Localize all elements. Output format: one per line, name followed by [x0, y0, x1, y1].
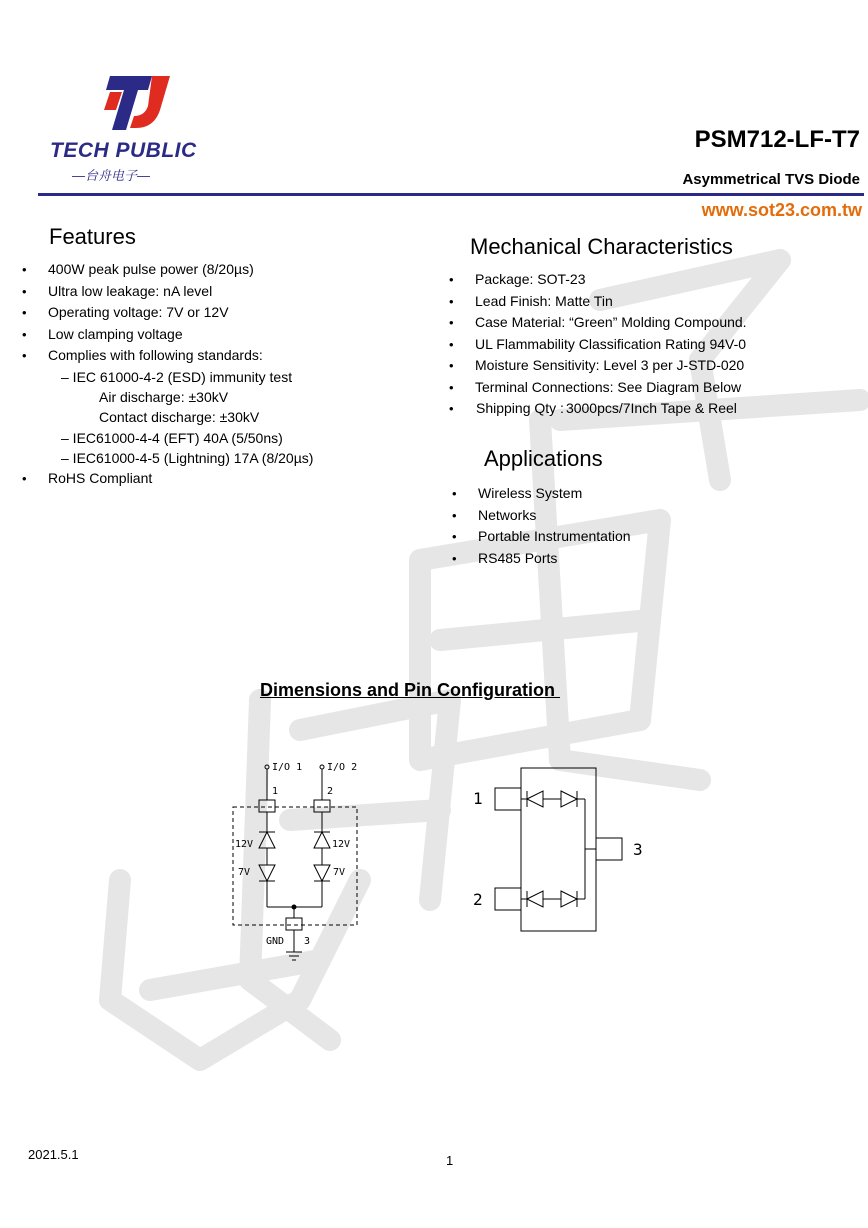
list-item: • Shipping Qty : 3000pcs/7Inch Tape & Reel [449, 400, 737, 416]
package-pin2-label: 2 [473, 890, 483, 909]
part-number: PSM712-LF-T7 [694, 126, 860, 153]
list-item: • Operating voltage: 7V or 12V [22, 304, 229, 320]
standard-item: – IEC61000-4-5 (Lightning) 17A (8/20µs) [61, 450, 314, 466]
pin3-label: 3 [304, 936, 311, 947]
page-number: 1 [446, 1153, 454, 1168]
list-item: • Portable Instrumentation [452, 528, 631, 544]
package-pin3-label: 3 [633, 840, 643, 859]
list-item: • Package: SOT-23 [449, 271, 586, 287]
gnd-label: GND [266, 936, 285, 947]
applications-list [452, 483, 631, 569]
io1-label: I/O 1 [272, 762, 303, 773]
footer-date: 2021.5.1 [28, 1147, 79, 1162]
header-rule [38, 193, 864, 196]
product-subtitle: Asymmetrical TVS Diode [682, 171, 860, 188]
standard-item: – IEC 61000-4-2 (ESD) immunity test [61, 369, 293, 385]
list-item: • Moisture Sensitivity: Level 3 per J-STD-020 [449, 357, 745, 373]
list-item: • 400W peak pulse power (8/20µs) [22, 261, 254, 277]
mechanical-heading: Mechanical Characteristics [470, 234, 733, 259]
list-item: • RS485 Ports [452, 549, 558, 566]
package-outline [465, 760, 655, 940]
list-item: • UL Flammability Classification Rating 94V-0 [449, 335, 747, 352]
standard-item: – IEC61000-4-4 (EFT) 40A (5/50ns) [61, 430, 283, 446]
features-list [22, 259, 263, 367]
website-link[interactable]: www.sot23.com.tw [701, 200, 862, 220]
features-list-rohs [22, 468, 152, 490]
pin1-label: 1 [272, 786, 279, 797]
pin2-label: 2 [327, 786, 334, 797]
applications-heading: Applications [484, 446, 603, 471]
brand-subtitle: —台舟电子— [72, 168, 151, 183]
brand-name: TECH PUBLIC [50, 139, 197, 162]
list-item: • Complies with following standards: [22, 347, 263, 363]
v12-left-label: 12V [235, 839, 254, 850]
mechanical-list [449, 269, 747, 420]
v7-right-label: 7V [333, 867, 346, 878]
package-pin1-label: 1 [473, 789, 483, 808]
list-item: • Terminal Connections: See Diagram Below [449, 378, 742, 395]
features-heading: Features [49, 224, 136, 249]
list-item: • Case Material: “Green” Molding Compound. [449, 314, 747, 330]
list-item: • Wireless System [452, 485, 583, 501]
list-item: • Networks [452, 506, 537, 523]
list-item: • Low clamping voltage [22, 325, 183, 342]
list-item: • Lead Finish: Matte Tin [449, 292, 613, 309]
io2-label: I/O 2 [327, 762, 358, 773]
standard-item: Contact discharge: ±30kV [99, 409, 260, 425]
v12-right-label: 12V [332, 839, 351, 850]
list-item: • Ultra low leakage: nA level [22, 282, 213, 299]
circuit-schematic [225, 755, 375, 965]
list-item: • RoHS Compliant [22, 470, 153, 486]
standard-item: Air discharge: ±30kV [99, 389, 229, 405]
v7-left-label: 7V [238, 867, 251, 878]
dimensions-heading: Dimensions and Pin Configuration [260, 680, 561, 700]
